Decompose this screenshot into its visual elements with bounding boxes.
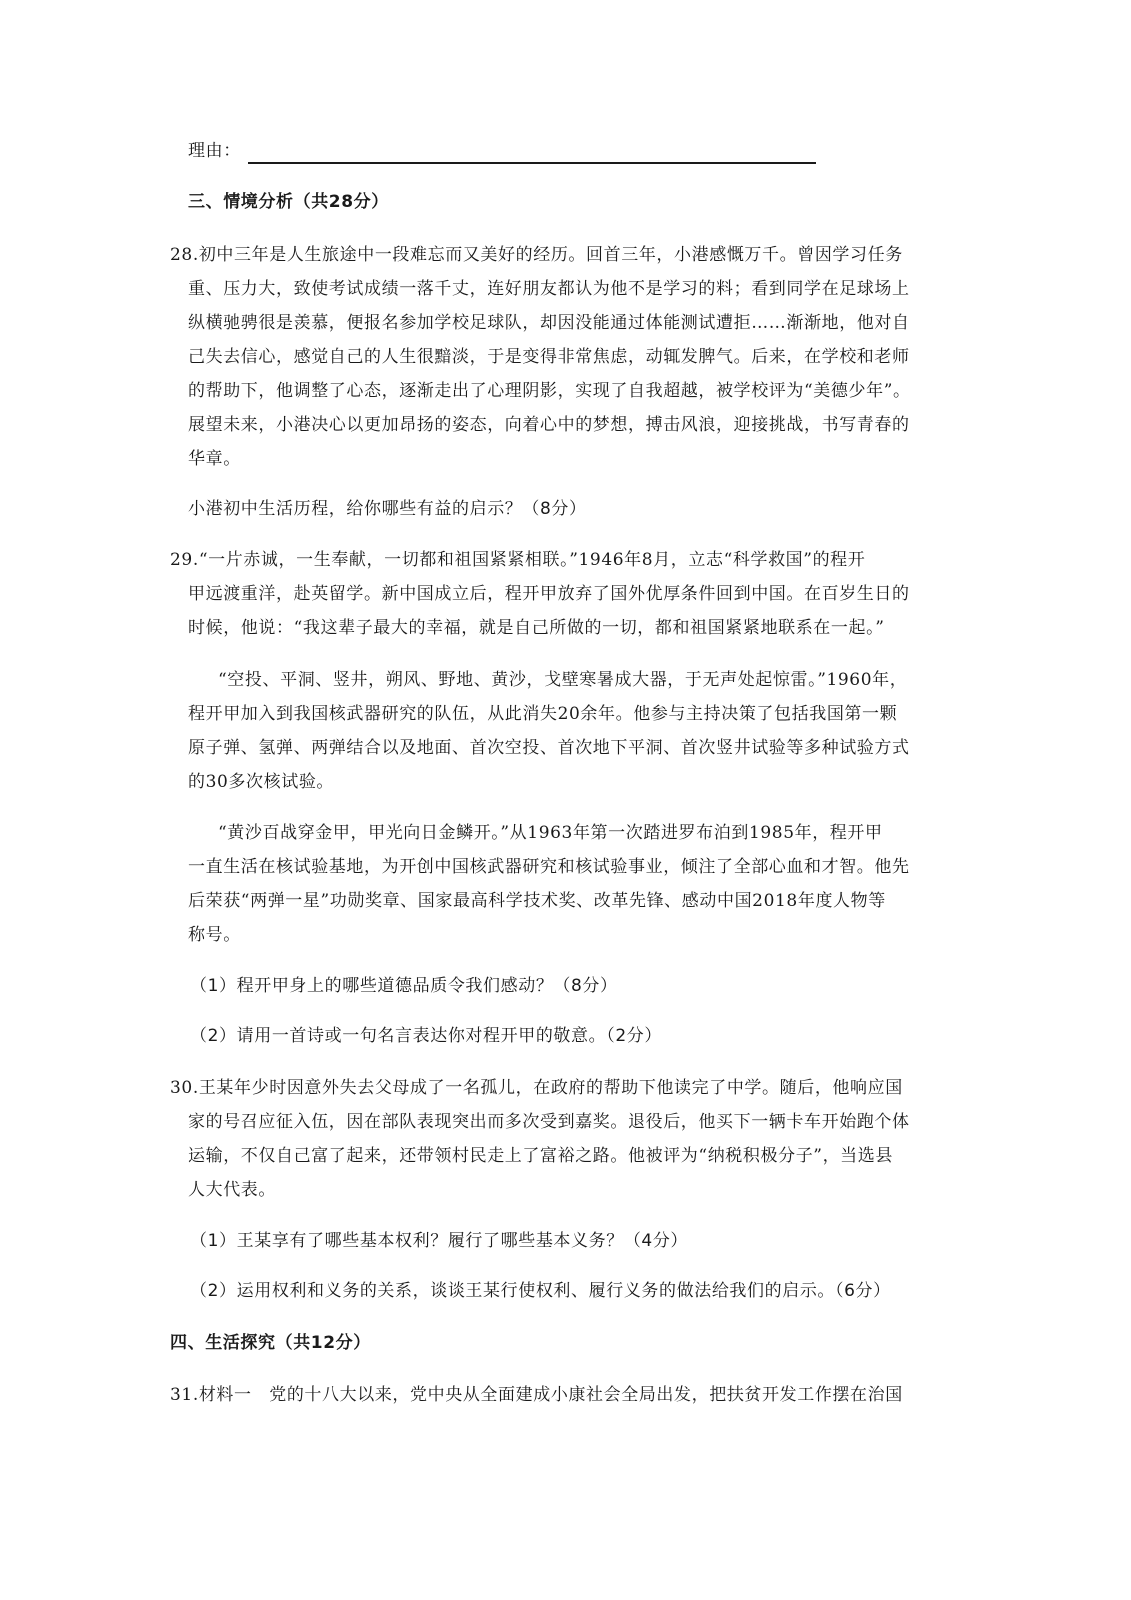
q28-question: 小港初中生活历程，给你哪些有益的启示？（8分）	[188, 499, 587, 519]
q31-line-1: 31.材料一 党的十八大以来，党中央从全面建成小康社会全局出发，把扶贫开发工作摆在治国	[170, 1385, 903, 1405]
q29-p2-line-3: 原子弹、氢弹、两弹结合以及地面、首次空投、首次地下平洞、首次竖井试验等多种试验方式	[188, 738, 910, 758]
q30-line-3: 运输，不仅自己富了起来，还带领村民走上了富裕之路。他被评为“纳税积极分子”，当选县	[188, 1146, 893, 1166]
reason-label: 理由：	[188, 141, 241, 161]
q29-subquestion-1: （1）程开甲身上的哪些道德品质令我们感动？（8分）	[190, 976, 618, 996]
q30-subquestion-1: （1）王某享有了哪些基本权利？履行了哪些基本义务？（4分）	[190, 1231, 689, 1251]
q28-line-5: 的帮助下，他调整了心态，逐渐走出了心理阴影，实现了自我超越，被学校评为“美德少年”。	[188, 381, 911, 401]
q29-p3-line-4: 称号。	[188, 925, 241, 945]
q29-p2-line-2: 程开甲加入到我国核武器研究的队伍，从此消失20余年。他参与主持决策了包括我国第一颗	[188, 704, 898, 724]
answer-blank-line	[248, 162, 816, 164]
q30-line-2: 家的号召应征入伍，因在部队表现突出而多次受到嘉奖。退役后，他买下一辆卡车开始跑个体	[188, 1112, 910, 1132]
q30-line-1: 30.王某年少时因意外失去父母成了一名孤儿，在政府的帮助下他读完了中学。随后，他响应国	[170, 1078, 903, 1098]
q28-line-4: 己失去信心，感觉自己的人生很黯淡，于是变得非常焦虑，动辄发脾气。后来，在学校和老师	[188, 347, 910, 367]
q29-subquestion-2: （2）请用一首诗或一句名言表达你对程开甲的敬意。（2分）	[190, 1026, 662, 1046]
q29-p2-line-1: “空投、平洞、竖井，朔风、野地、黄沙，戈壁寒暑成大器，于无声处起惊雷。”1960年，	[218, 670, 908, 690]
section-3-title: 三、情境分析（共28分）	[188, 192, 389, 212]
q30-line-4: 人大代表。	[188, 1180, 276, 1200]
q28-line-1: 28.初中三年是人生旅途中一段难忘而又美好的经历。回首三年，小港感慨万千。曾因学习任务	[170, 245, 903, 265]
q29-p1-line-3: 时候，他说：“我这辈子最大的幸福，就是自己所做的一切，都和祖国紧紧地联系在一起。”	[188, 618, 885, 638]
q29-p2-line-4: 的30多次核试验。	[188, 772, 335, 792]
q28-line-6: 展望未来，小港决心以更加昂扬的姿态，向着心中的梦想，搏击风浪，迎接挑战，书写青春的	[188, 415, 910, 435]
q29-p1-line-2: 甲远渡重洋，赴英留学。新中国成立后，程开甲放弃了国外优厚条件回到中国。在百岁生日的	[188, 584, 910, 604]
q28-line-2: 重、压力大，致使考试成绩一落千丈，连好朋友都认为他不是学习的料；看到同学在足球场上	[188, 279, 910, 299]
q28-line-7: 华章。	[188, 449, 241, 469]
section-4-title: 四、生活探究（共12分）	[170, 1333, 371, 1353]
q30-subquestion-2: （2）运用权利和义务的关系，谈谈王某行使权利、履行义务的做法给我们的启示。（6分）	[190, 1281, 891, 1301]
q29-p3-line-1: “黄沙百战穿金甲，甲光向日金鳞开。”从1963年第一次踏进罗布泊到1985年，程开甲	[218, 823, 883, 843]
q28-line-3: 纵横驰骋很是羡慕，便报名参加学校足球队，却因没能通过体能测试遭拒……渐渐地，他对自	[188, 313, 910, 333]
q29-p3-line-2: 一直生活在核试验基地，为开创中国核武器研究和核试验事业，倾注了全部心血和才智。他先	[188, 857, 910, 877]
q29-p3-line-3: 后荣获“两弹一星”功勋奖章、国家最高科学技术奖、改革先锋、感动中国2018年度人物等	[188, 891, 886, 911]
q29-p1-line-1: 29.“一片赤诚，一生奉献，一切都和祖国紧紧相联。”1946年8月，立志“科学救国”的程开	[170, 550, 866, 570]
